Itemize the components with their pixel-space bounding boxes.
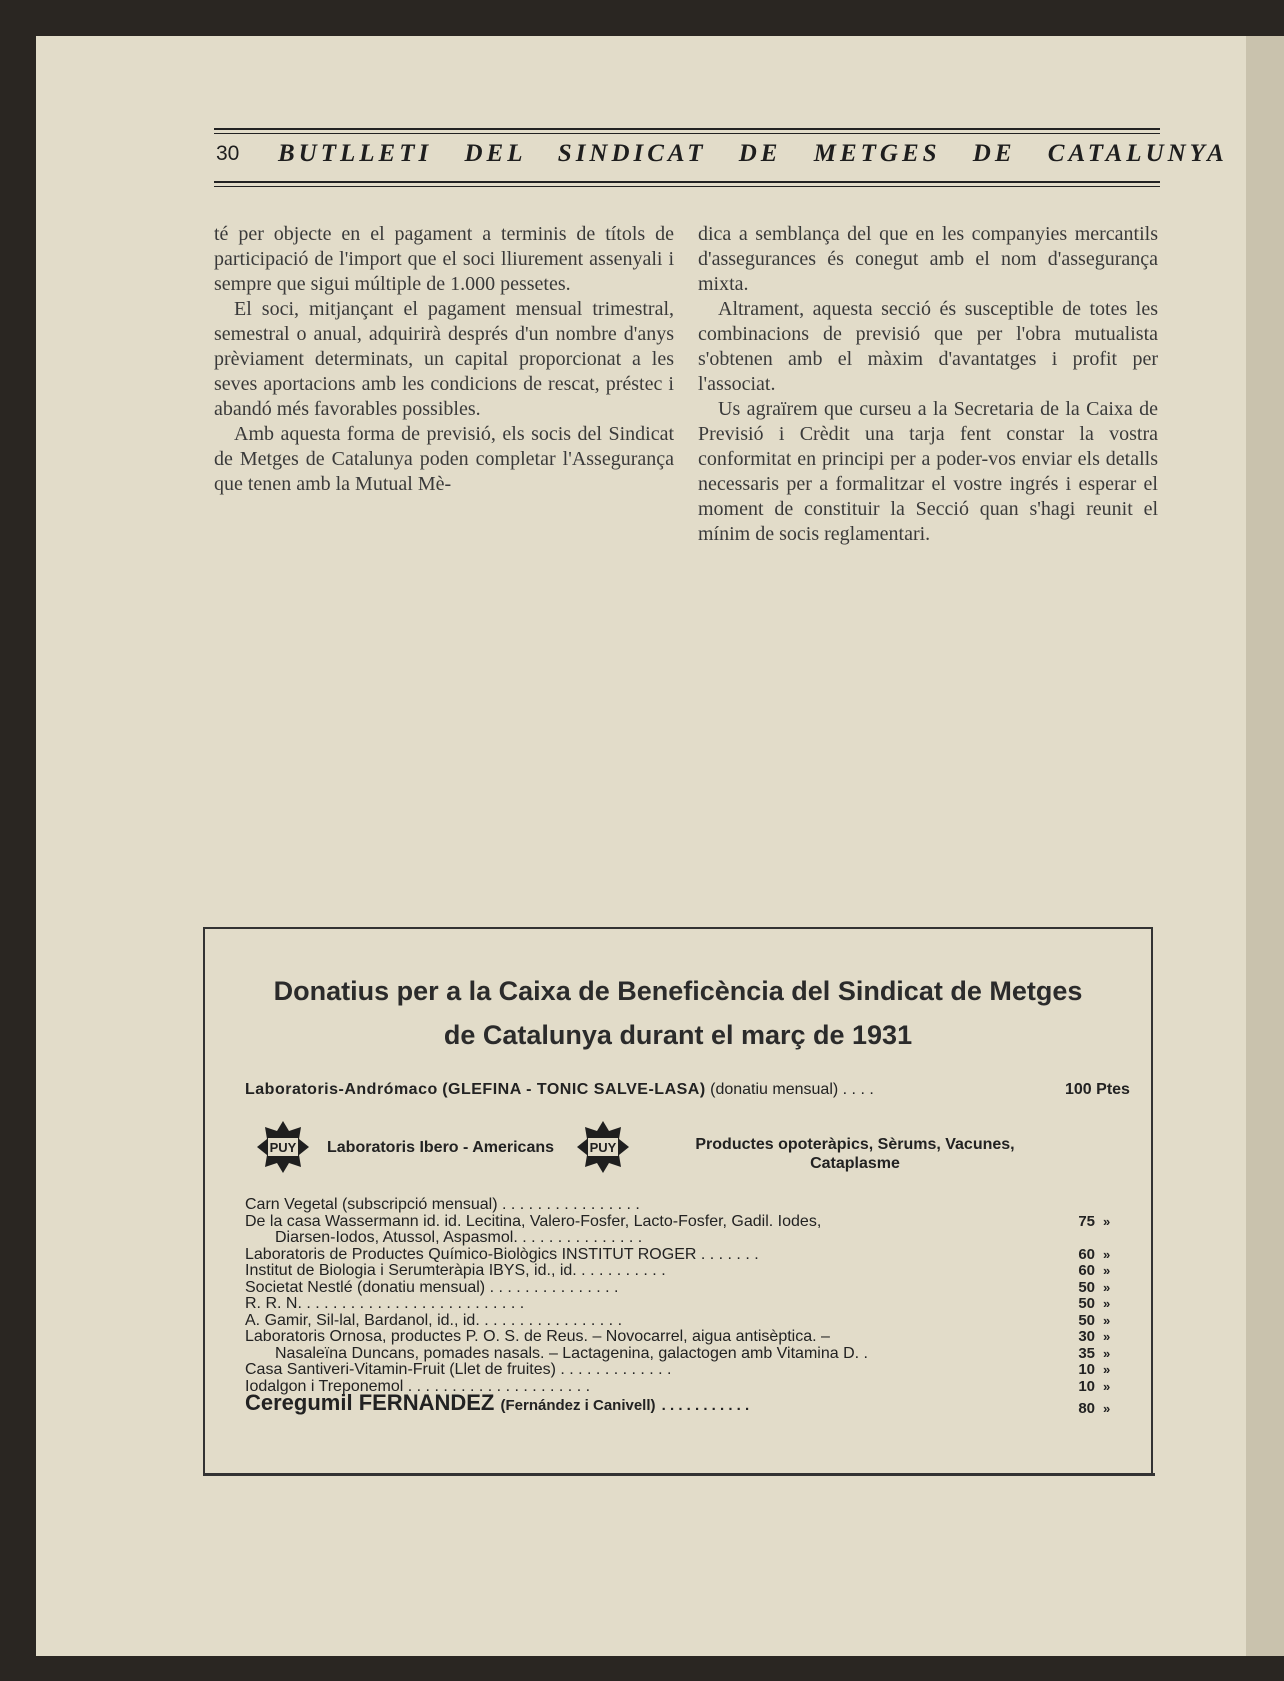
ceregumil-brand: Ceregumil FERNANDEZ — [245, 1390, 495, 1415]
donation-row — [245, 1346, 1125, 1363]
donation-amount: 50 — [1078, 1278, 1095, 1296]
donation-row — [245, 1296, 1125, 1313]
ditto-mark: » — [1103, 1401, 1111, 1416]
donation-text: Casa Santiveri-Vitamin-Fruit (Llet de fruites) . . . . . . . . . . . . . — [245, 1361, 672, 1378]
donation-amount: 60 — [1078, 1262, 1095, 1279]
donation-row — [245, 1247, 1125, 1264]
ibero-entry — [255, 1119, 595, 1179]
header-rule-top — [214, 128, 1160, 130]
donation-text: Nasaleïna Duncans, pomades nasals. – Lactagenina, galactogen amb Vitamina D. . — [275, 1344, 868, 1362]
donation-text: Societat Nestlé (donatiu mensual) . . . . . . . . . . . . . . . — [245, 1278, 619, 1296]
donation-row — [245, 1197, 1125, 1214]
header-rule-bottom-thin — [214, 186, 1160, 187]
box-rule — [203, 1473, 1155, 1476]
article-right-column — [698, 222, 1158, 547]
andromaco-amount: 100 Ptes — [1065, 1081, 1130, 1098]
puy-logo-icon — [255, 1119, 311, 1175]
andromaco-entry — [245, 1081, 1130, 1099]
donation-row — [245, 1230, 1125, 1247]
andromaco-products: (GLEFINA - TONIC SALVE-LASA) — [442, 1081, 706, 1098]
products-label: Productes opoteràpics, Sèrums, Vacunes, Cataplasme — [695, 1136, 1015, 1172]
donation-row — [245, 1362, 1125, 1379]
donations-title-line1: Donatius per a la Caixa de Beneficència del Sindicat de Metges — [273, 976, 1083, 1006]
donation-text — [245, 1390, 750, 1415]
donation-text: Diarsen-Iodos, Atussol, Aspasmol. . . . . . . . . . . . . . . — [275, 1229, 643, 1246]
donation-row — [245, 1313, 1125, 1330]
donation-row — [245, 1280, 1125, 1297]
page-number: 30 — [216, 142, 240, 165]
donations-list — [245, 1197, 1125, 1419]
ditto-mark: » — [1103, 1378, 1111, 1394]
ditto-mark: » — [1103, 1312, 1111, 1328]
donation-amount: 75 — [1078, 1212, 1095, 1230]
donation-row — [245, 1214, 1125, 1231]
ditto-mark: » — [1103, 1213, 1111, 1229]
dot-leader: . . . . . . . . . . . — [661, 1397, 750, 1414]
dot-leader: . . . . — [842, 1081, 874, 1098]
ditto-mark: » — [1103, 1362, 1111, 1377]
donation-text: Iodalgon i Treponemol . . . . . . . . . . . . . . . . . . . . . — [245, 1377, 591, 1395]
ditto-mark: » — [1103, 1345, 1111, 1361]
andromaco-name: Laboratoris-Andrómaco — [245, 1081, 438, 1098]
donation-amount: 10 — [1078, 1377, 1095, 1395]
paragraph: El soci, mitjançant el pagament mensual trimestral, semestral o anual, adquirirà després d'un nombre d'anys prèviament determinats, un capital proporcionat a les seves aportacions amb les condicions de rescat, préstec i abandó més favorables possibles. — [214, 298, 674, 420]
donation-amount: 50 — [1078, 1311, 1095, 1329]
puy-logo-icon — [575, 1119, 631, 1175]
donation-amount: 50 — [1078, 1295, 1095, 1312]
donation-amount: 30 — [1078, 1328, 1095, 1345]
page-edge — [1246, 36, 1284, 1656]
donation-amount: 60 — [1078, 1245, 1095, 1263]
donation-text: A. Gamir, Sil-lal, Bardanol, id., id. . . . . . . . . . . . . . . . . — [245, 1311, 623, 1329]
donation-row-ceregumil — [245, 1390, 1125, 1419]
ditto-mark: » — [1103, 1329, 1111, 1344]
ditto-mark: » — [1103, 1279, 1111, 1295]
donation-row — [245, 1329, 1125, 1346]
donation-row — [245, 1263, 1125, 1280]
donations-title — [205, 969, 1151, 1057]
donation-text: Laboratoris Ornosa, productes P. O. S. de Reus. – Novocarrel, aigua antisèptica. – — [245, 1328, 830, 1345]
puy-logo — [575, 1119, 631, 1175]
ditto-mark: » — [1103, 1263, 1111, 1278]
ditto-mark: » — [1103, 1296, 1111, 1311]
donation-amount: 80 — [1078, 1400, 1095, 1417]
ditto-mark: » — [1103, 1246, 1111, 1262]
products-entry — [575, 1119, 1135, 1183]
donation-text: Laboratoris de Productes Químico-Biològics INSTITUT ROGER . . . . . . . — [245, 1245, 759, 1263]
header-rule-top-thin — [214, 133, 1160, 134]
running-header — [214, 140, 1228, 176]
donations-title-line2: de Catalunya durant el març de 1931 — [443, 1020, 913, 1050]
ceregumil-maker: (Fernández i Canivell) — [500, 1397, 656, 1414]
paragraph: Us agraïrem que curseu a la Secretaria de la Caixa de Previsió i Crèdit una tarja fent constar la vostra conformitat en principi per a poder-vos enviar els detalls necessaris per a formalitzar el vostre ingrés i esperar el moment de constituir la Secció quan s'hagi reunit el mínim de socis reglamentari. — [698, 398, 1158, 545]
donation-text: Institut de Biologia i Serumteràpia IBYS, id., id. . . . . . . . . . . — [245, 1262, 666, 1279]
puy-logo-text: PUY — [589, 1140, 617, 1155]
paragraph: Amb aquesta forma de previsió, els socis del Sindicat de Metges de Catalunya poden completar l'Assegurança que tenen amb la Mutual Mè- — [214, 423, 674, 495]
paragraph: dica a semblança del que en les companyies mercantils d'assegurances és conegut amb el nom d'assegurança mixta. — [698, 223, 1158, 295]
puy-logo — [255, 1119, 311, 1175]
donation-text: Carn Vegetal (subscripció mensual) . . . . . . . . . . . . . . . . — [245, 1196, 640, 1213]
paragraph: té per objecte en el pagament a terminis de títols de participació de l'import que el soci lliurement assenyali i sempre que sigui múltiple de 1.000 pessetes. — [214, 223, 674, 295]
journal-title: BUTLLETI DEL SINDICAT DE METGES DE CATALUNYA — [278, 140, 1228, 167]
donations-box — [203, 927, 1153, 1476]
donation-amount: 10 — [1078, 1361, 1095, 1378]
paragraph: Altrament, aquesta secció és susceptible de totes les combinacions de previsió que per l'obra mutualista s'obtenen amb el màxim d'avantatges i profit per l'associat. — [698, 298, 1158, 395]
puy-logo-text: PUY — [269, 1140, 297, 1155]
donation-text: R. R. N. . . . . . . . . . . . . . . . . . . . . . . . . . — [245, 1295, 525, 1312]
article-left-column — [214, 222, 674, 497]
donation-amount: 35 — [1078, 1344, 1095, 1362]
header-rule-bottom — [214, 181, 1160, 183]
andromaco-note: (donatiu mensual) — [710, 1081, 839, 1098]
ibero-label: Laboratoris Ibero - Americans — [327, 1139, 555, 1156]
donation-text: De la casa Wassermann id. id. Lecitina, Valero-Fosfer, Lacto-Fosfer, Gadil. Iodes, — [245, 1212, 822, 1230]
